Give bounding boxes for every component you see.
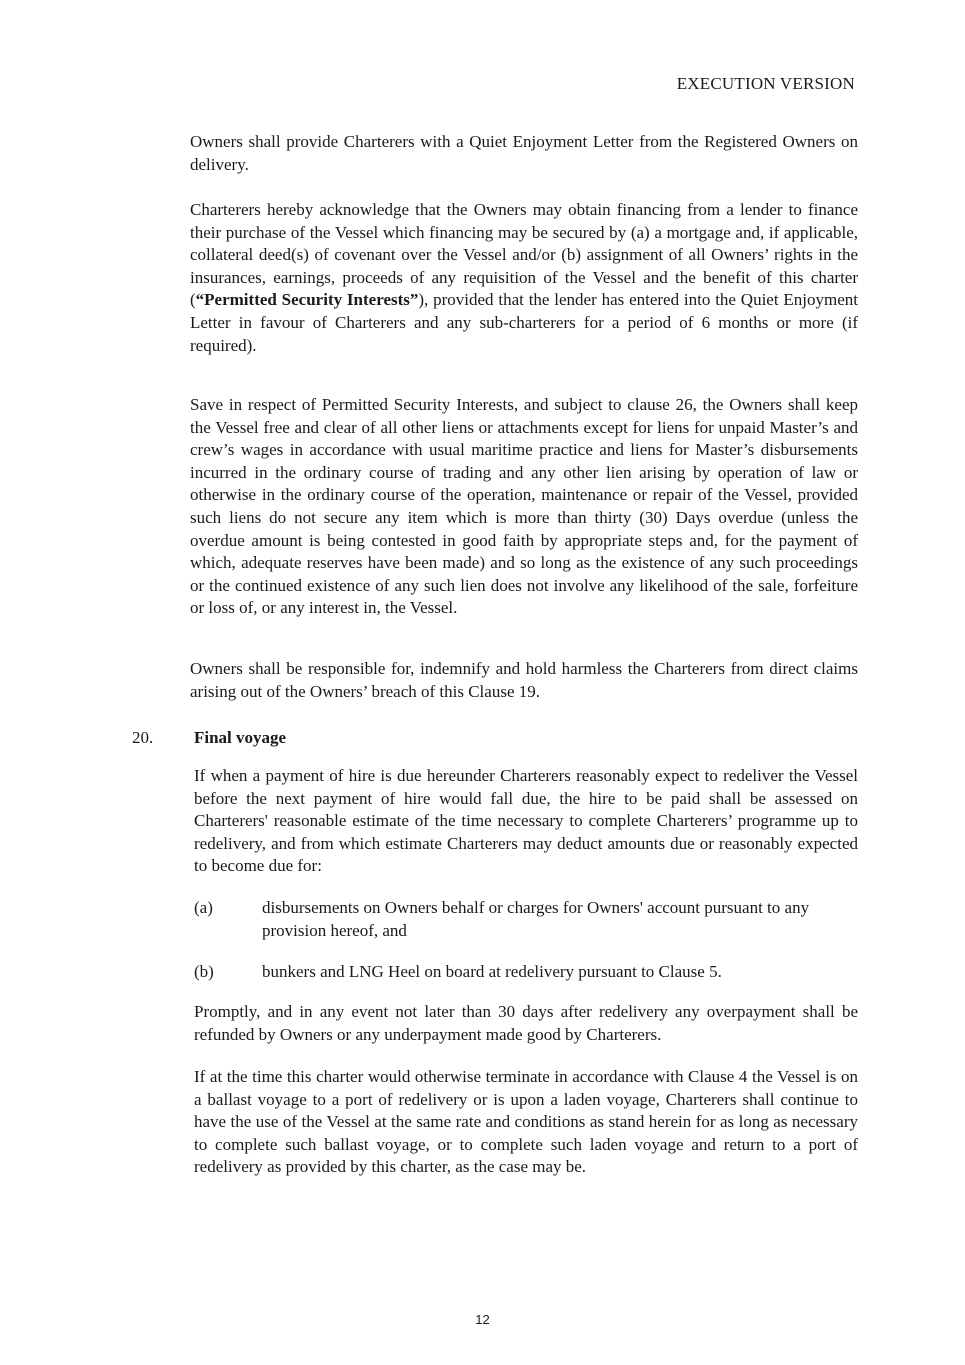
paragraph-text-part: ), provided that the lender has entered into the Quiet Enjoyment Letter in favour of Charterers and any sub-charterers for a period of 6 months or more (if required). (190, 290, 858, 355)
paragraph-financing (190, 199, 858, 357)
paragraph-termination (194, 1066, 858, 1179)
defined-term: “Permitted Security Interests” (195, 290, 419, 310)
list-marker: (b) (194, 962, 214, 981)
paragraph-text-part: Charterers hereby acknowledge that the Owners may obtain financing from a lender to finance their purchase of the Vessel which financing may be secured by (a) a mortgage and, if applicable, collateral deed(s) of covenant over the Vessel and/or (b) assignment of all Owners’ rights in the insurances, earnings, proceeds of any requisition of the Vessel and the benefit of this charter ( (190, 200, 858, 310)
paragraph-text: If at the time this charter would otherwise terminate in accordance with Clause 4 the Vessel is on a ballast voyage to a port of redelivery or is upon a laden voyage, Charterers shall continue to have the use of the Vessel at the same rate and conditions as stand herein for as long as necessary to complete such ballast voyage, or to complete such laden voyage and return to a port of redelivery as provided by this charter, as the case may be. (194, 1067, 858, 1177)
version-header: EXECUTION VERSION (676, 74, 855, 93)
paragraph-refund (194, 1001, 858, 1046)
paragraph-text: Promptly, and in any event not later than 30 days after redelivery any overpayment shall be refunded by Owners or any underpayment made good by Charterers. (194, 1002, 858, 1044)
paragraph-text: Save in respect of Permitted Security Interests, and subject to clause 26, the Owners shall keep the Vessel free and clear of all other liens or attachments except for liens for unpaid Master’s and crew’s wages in accordance with usual maritime practice and liens for Master’s disbursements incurred in the ordinary course of trading and any other lien arising by operation of law or otherwise in the ordinary course of the operation, maintenance or repair of the Vessel, provided such liens do not secure any item which is more than thirty (30) Days overdue (unless the overdue amount is being contested in good faith by appropriate steps and, for the payment of which, adequate reserves have been made) and so long as the existence of any such proceedings or the continued existence of any such lien does not involve any likelihood of the sale, forfeiture or loss of, or any interest in, the Vessel. (190, 395, 858, 618)
section-number: 20. (132, 728, 154, 747)
paragraph-text: Owners shall provide Charterers with a Quiet Enjoyment Letter from the Registered Owners on delivery. (190, 132, 858, 174)
paragraph-hire-payment (194, 765, 858, 878)
list-item-text: bunkers and LNG Heel on board at redelivery pursuant to Clause 5. (262, 962, 722, 981)
section-title: Final voyage (194, 728, 287, 747)
list-marker: (a) (194, 898, 213, 917)
paragraph-quiet-enjoyment (190, 131, 858, 176)
paragraph-text (190, 199, 858, 357)
page-number: 12 (475, 1312, 490, 1327)
paragraph-indemnify (190, 658, 858, 703)
paragraph-text: If when a payment of hire is due hereunder Charterers reasonably expect to redeliver the Vessel before the next payment of hire would fall due, the hire to be paid shall be assessed on Charterers' reasonable estimate of the time necessary to complete Charterers’ programme up to redelivery, and from which estimate Charterers may deduct amounts due or reasonably expected to become due for: (194, 766, 858, 876)
paragraph-liens (190, 394, 858, 620)
paragraph-text: Owners shall be responsible for, indemnify and hold harmless the Charterers from direct claims arising out of the Owners’ breach of this Clause 19. (190, 659, 858, 701)
list-item-text: disbursements on Owners behalf or charges for Owners' account pursuant to any provision hereof, and (262, 898, 810, 940)
